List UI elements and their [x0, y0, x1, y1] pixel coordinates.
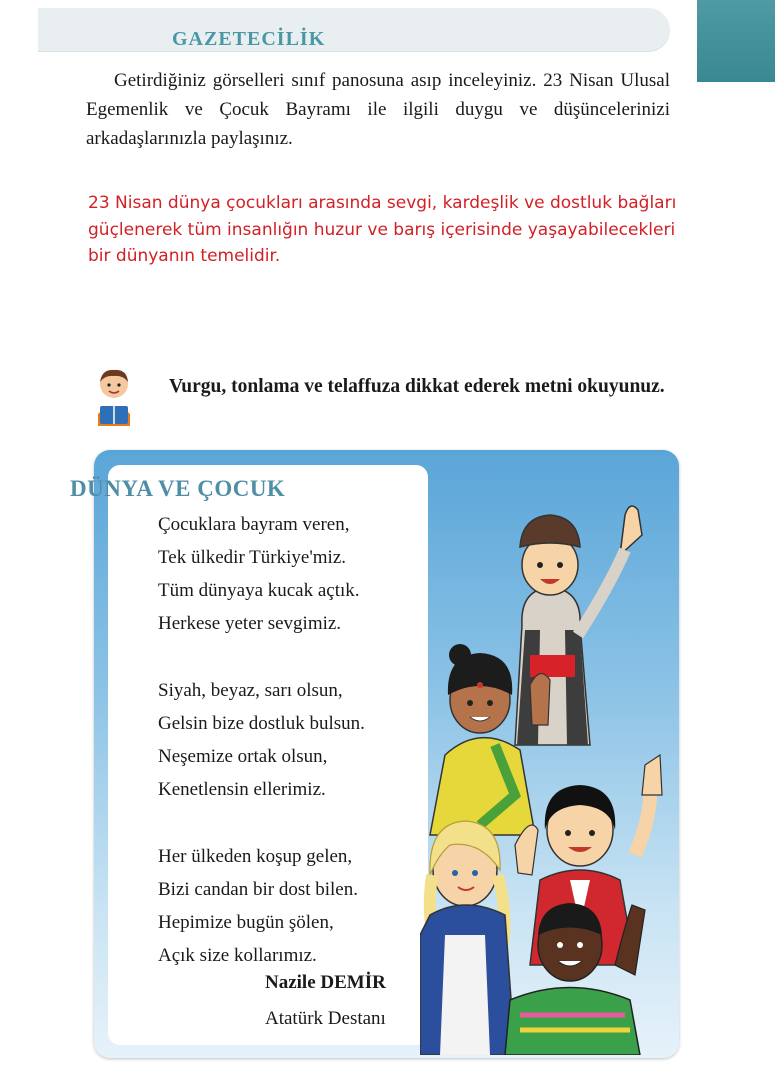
- poem-line: Çocuklara bayram veren,: [158, 514, 350, 535]
- intro-paragraph: Getirdiğiniz görselleri sınıf panosuna asıp inceleyiniz. 23 Nisan Ulusal Egemenlik ve Çocuk Bayramı ile ilgili duygu ve düşüncelerinizi arkadaşlarınızla paylaşınız.: [86, 70, 670, 149]
- poem-line: Gelsin bize dostluk bulsun.: [158, 713, 365, 734]
- poem-author: Nazile DEMİR: [265, 972, 386, 993]
- poem-line: Hepimize bugün şölen,: [158, 912, 334, 933]
- poem-source: Atatürk Destanı: [265, 1008, 386, 1029]
- poem-line: Kenetlensin ellerimiz.: [158, 779, 326, 800]
- poem-line: Neşemize ortak olsun,: [158, 746, 328, 767]
- corner-accent-block: [697, 0, 775, 82]
- poem-stanza-1: [158, 508, 360, 640]
- children-illustration: [420, 495, 675, 1055]
- poem-stanza-3: [158, 840, 358, 972]
- poem-line: Bizi candan bir dost bilen.: [158, 879, 358, 900]
- poem-line: Her ülkeden koşup gelen,: [158, 846, 353, 867]
- highlight-paragraph: 23 Nisan dünya çocukları arasında sevgi, kardeşlik ve dostluk bağları güçlenerek tüm insanlığın huzur ve barış içerisinde yaşayabilecekleri bir dünyanın temelidir.: [88, 193, 677, 266]
- poem-line: Tüm dünyaya kucak açtık.: [158, 580, 360, 601]
- poem-line: Siyah, beyaz, sarı olsun,: [158, 680, 343, 701]
- reading-child-icon: [94, 368, 134, 426]
- reading-instruction: Vurgu, tonlama ve telaffuza dikkat ederek metni okuyunuz.: [169, 376, 665, 397]
- poem-stanza-2: [158, 674, 365, 806]
- section-title: GAZETECİLİK: [172, 28, 326, 50]
- poem-title: DÜNYA VE ÇOCUK: [70, 476, 286, 501]
- poem-line: Açık size kollarımız.: [158, 945, 317, 966]
- poem-line: Herkese yeter sevgimiz.: [158, 613, 342, 634]
- poem-line: Tek ülkedir Türkiye'miz.: [158, 547, 346, 568]
- section-header-bar: [38, 8, 670, 52]
